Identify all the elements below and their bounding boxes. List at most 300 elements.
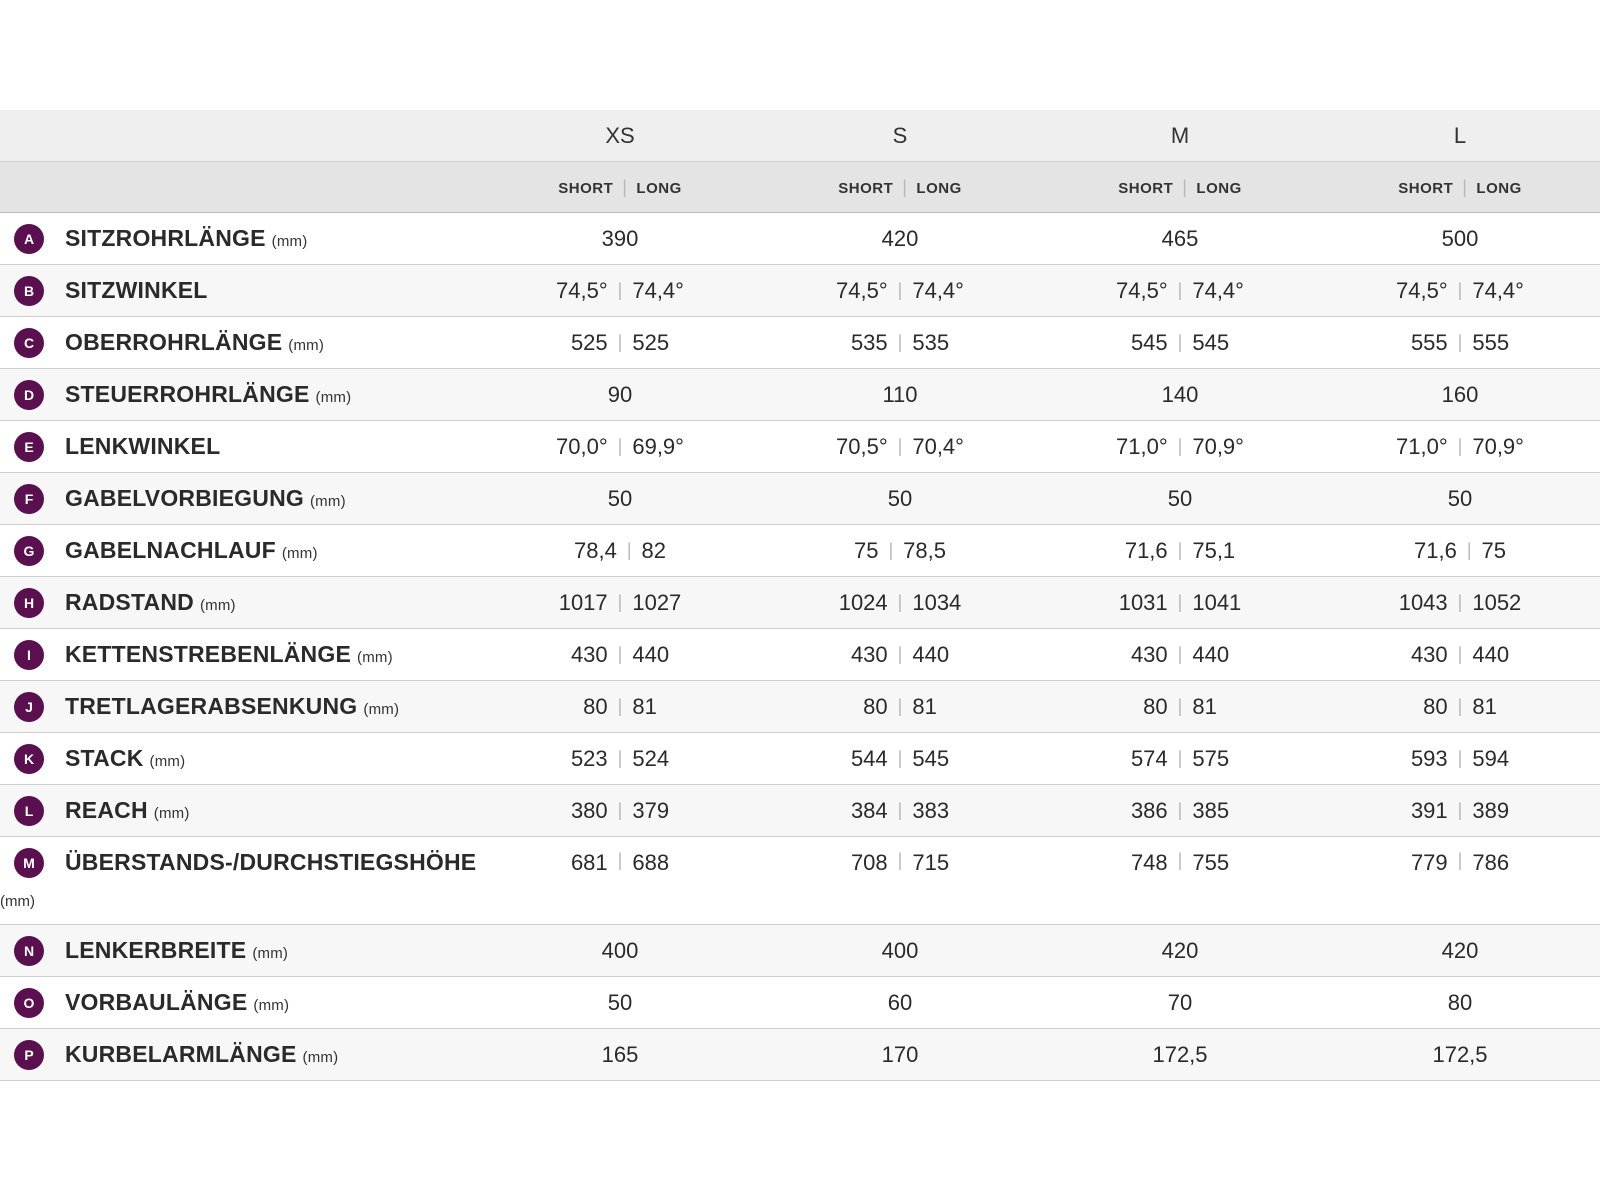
table-row	[0, 733, 1600, 785]
value: 60	[887, 989, 913, 1015]
value: 420	[881, 225, 919, 251]
value-cell-xs	[480, 473, 760, 524]
value-cell-l	[1320, 785, 1600, 836]
value-cell-l	[1320, 577, 1600, 628]
separator: |	[1177, 280, 1183, 300]
size-label: S	[892, 122, 908, 148]
row-label-text: GABELNACHLAUF	[65, 537, 276, 563]
table-row	[0, 977, 1600, 1029]
short-value: 71,6	[1124, 537, 1168, 563]
separator: |	[1177, 696, 1183, 716]
separator: |	[1457, 280, 1463, 300]
unit-label: (mm)	[271, 233, 308, 250]
value-cell-m	[1040, 785, 1320, 836]
value: 400	[881, 937, 919, 963]
value-cell-l	[1320, 473, 1600, 524]
long-label: LONG	[636, 179, 682, 197]
row-label-text: ÜBERSTANDS-/DURCHSTIEGSHÖHE	[65, 849, 477, 875]
unit-label: (mm)	[281, 545, 318, 562]
value-cell-xs	[480, 837, 760, 924]
short-label: SHORT	[1118, 179, 1174, 197]
value-cell-xs	[480, 1029, 760, 1080]
value-cell-l	[1320, 681, 1600, 732]
long-value: 74,4°	[632, 277, 684, 303]
row-label-cell	[0, 629, 480, 680]
value-cell-m	[1040, 837, 1320, 924]
long-value: 69,9°	[632, 433, 684, 459]
row-label-cell	[0, 837, 480, 924]
short-value: 430	[570, 641, 608, 667]
value-cell-l	[1320, 1029, 1600, 1080]
separator: |	[897, 280, 903, 300]
unit-label: (mm)	[253, 997, 290, 1014]
long-value: 379	[632, 797, 670, 823]
value-cell-m	[1040, 577, 1320, 628]
short-value: 708	[850, 850, 888, 875]
table-row	[0, 525, 1600, 577]
row-label-cell	[0, 525, 480, 576]
table-row	[0, 317, 1600, 369]
value: 50	[1447, 485, 1473, 511]
unit-label: (mm)	[153, 805, 190, 822]
value-cell-s	[760, 577, 1040, 628]
short-value: 1024	[838, 589, 888, 615]
row-label-cell	[0, 421, 480, 472]
short-value: 70,0°	[556, 433, 608, 459]
row-label	[65, 989, 289, 1016]
separator: |	[1457, 644, 1463, 664]
row-label	[65, 693, 399, 720]
short-value: 386	[1130, 797, 1168, 823]
short-value: 70,5°	[836, 433, 888, 459]
long-value: 389	[1472, 797, 1510, 823]
row-label-cell	[0, 265, 480, 316]
long-value: 786	[1472, 850, 1510, 875]
size-label: XS	[605, 122, 635, 148]
value-cell-l	[1320, 421, 1600, 472]
separator: |	[897, 332, 903, 352]
table-row	[0, 421, 1600, 473]
value-cell-xs	[480, 265, 760, 316]
short-value: 574	[1130, 745, 1168, 771]
value-cell-xs	[480, 925, 760, 976]
letter-badge: N	[14, 936, 44, 966]
row-label	[65, 381, 351, 408]
long-value: 535	[912, 329, 950, 355]
row-label-cell	[0, 785, 480, 836]
value-cell-l	[1320, 629, 1600, 680]
long-value: 1041	[1192, 589, 1242, 615]
long-value: 440	[1472, 641, 1510, 667]
long-value: 70,9°	[1472, 433, 1524, 459]
short-value: 1043	[1398, 589, 1448, 615]
row-label-cell	[0, 317, 480, 368]
value: 390	[601, 225, 639, 251]
short-value: 80	[1423, 693, 1448, 719]
value: 50	[887, 485, 913, 511]
row-label-cell	[0, 925, 480, 976]
value-cell-l	[1320, 525, 1600, 576]
value-cell-m	[1040, 733, 1320, 784]
short-value: 545	[1130, 329, 1168, 355]
separator: |	[1177, 644, 1183, 664]
separator: |	[1457, 696, 1463, 716]
letter-badge: E	[14, 432, 44, 462]
separator: |	[1177, 800, 1183, 820]
table-row	[0, 213, 1600, 265]
value: 172,5	[1152, 1041, 1208, 1067]
separator: |	[617, 332, 623, 352]
separator: |	[1177, 592, 1183, 612]
short-label: SHORT	[558, 179, 614, 197]
short-label: SHORT	[1398, 179, 1454, 197]
value-cell-xs	[480, 369, 760, 420]
value-cell-xs	[480, 733, 760, 784]
value-cell-s	[760, 837, 1040, 924]
value: 400	[601, 937, 639, 963]
row-label	[65, 745, 185, 772]
long-value: 81	[912, 693, 937, 719]
letter-badge: B	[14, 276, 44, 306]
separator: |	[1466, 540, 1472, 560]
row-label	[65, 277, 208, 304]
value-cell-m	[1040, 265, 1320, 316]
value-cell-l	[1320, 213, 1600, 264]
value-cell-s	[760, 785, 1040, 836]
table-row	[0, 925, 1600, 977]
separator: |	[897, 850, 903, 870]
short-value: 75	[854, 537, 879, 563]
row-label-text: OBERROHRLÄNGE	[65, 329, 283, 355]
separator: |	[617, 696, 623, 716]
row-label	[65, 433, 220, 460]
short-value: 74,5°	[836, 277, 888, 303]
separator: |	[1177, 332, 1183, 352]
long-value: 74,4°	[1472, 277, 1524, 303]
separator: |	[1457, 332, 1463, 352]
letter-badge: J	[14, 692, 44, 722]
row-label-text: STEUERROHRLÄNGE	[65, 381, 310, 407]
short-value: 430	[850, 641, 888, 667]
separator: |	[622, 176, 628, 197]
short-value: 430	[1130, 641, 1168, 667]
separator: |	[1457, 748, 1463, 768]
value: 50	[607, 485, 633, 511]
value-cell-s	[760, 369, 1040, 420]
long-value: 555	[1472, 329, 1510, 355]
short-value: 748	[1130, 850, 1168, 875]
long-value: 78,5	[903, 537, 946, 563]
value-cell-xs	[480, 977, 760, 1028]
separator: |	[902, 176, 908, 197]
table-row	[0, 1029, 1600, 1081]
long-value: 81	[632, 693, 657, 719]
value: 50	[607, 989, 633, 1015]
separator: |	[617, 644, 623, 664]
letter-badge: I	[14, 640, 44, 670]
short-value: 71,6	[1414, 537, 1457, 563]
long-value: 594	[1472, 745, 1510, 771]
long-value: 440	[912, 641, 950, 667]
value: 50	[1167, 485, 1193, 511]
row-label	[65, 537, 318, 564]
long-value: 440	[632, 641, 670, 667]
row-label-cell	[0, 369, 480, 420]
size-label: L	[1453, 122, 1467, 148]
separator: |	[897, 696, 903, 716]
row-label-cell	[0, 977, 480, 1028]
row-label-text: REACH	[65, 797, 148, 823]
value-cell-m	[1040, 1029, 1320, 1080]
long-value: 70,9°	[1192, 433, 1244, 459]
separator: |	[617, 748, 623, 768]
size-header-l	[1320, 110, 1600, 161]
letter-badge: L	[14, 796, 44, 826]
sub-header-l	[1320, 162, 1600, 212]
value-cell-s	[760, 733, 1040, 784]
value-cell-s	[760, 213, 1040, 264]
value-cell-xs	[480, 681, 760, 732]
value-cell-s	[760, 525, 1040, 576]
long-value: 545	[1192, 329, 1230, 355]
value-cell-m	[1040, 629, 1320, 680]
table-row	[0, 837, 1600, 925]
size-header-m	[1040, 110, 1320, 161]
unit-label: (mm)	[0, 893, 35, 910]
short-value: 380	[570, 797, 608, 823]
value-cell-l	[1320, 977, 1600, 1028]
row-label	[65, 589, 236, 616]
letter-badge: O	[14, 988, 44, 1018]
short-value: 544	[850, 745, 888, 771]
row-label-text: GABELVORBIEGUNG	[65, 485, 304, 511]
letter-badge: M	[14, 848, 44, 878]
value-cell-s	[760, 629, 1040, 680]
letter-badge: D	[14, 380, 44, 410]
separator: |	[897, 644, 903, 664]
sub-header-m	[1040, 162, 1320, 212]
separator: |	[617, 800, 623, 820]
value: 110	[882, 381, 918, 407]
value-cell-m	[1040, 925, 1320, 976]
row-label-cell	[0, 681, 480, 732]
long-value: 82	[641, 537, 666, 563]
short-value: 681	[570, 850, 608, 875]
long-value: 575	[1192, 745, 1230, 771]
value-cell-l	[1320, 317, 1600, 368]
short-value: 555	[1410, 329, 1448, 355]
long-label: LONG	[916, 179, 962, 197]
geometry-table	[0, 110, 1600, 1081]
letter-badge: P	[14, 1040, 44, 1070]
short-value: 80	[583, 693, 608, 719]
size-header-spacer	[0, 110, 480, 161]
value-cell-s	[760, 265, 1040, 316]
separator: |	[617, 592, 623, 612]
table-row	[0, 785, 1600, 837]
separator: |	[617, 280, 623, 300]
sub-header-xs	[480, 162, 760, 212]
separator: |	[1457, 436, 1463, 456]
row-label-cell	[0, 473, 480, 524]
short-value: 525	[570, 329, 608, 355]
value-cell-s	[760, 977, 1040, 1028]
separator: |	[1457, 800, 1463, 820]
row-label	[65, 485, 346, 512]
separator: |	[1177, 540, 1183, 560]
row-label	[65, 641, 393, 668]
value: 140	[1161, 381, 1199, 407]
letter-badge: G	[14, 536, 44, 566]
value-cell-s	[760, 473, 1040, 524]
value: 170	[881, 1041, 919, 1067]
short-value: 74,5°	[1396, 277, 1448, 303]
unit-label: (mm)	[363, 701, 400, 718]
unit-label: (mm)	[199, 597, 236, 614]
value: 160	[1441, 381, 1479, 407]
short-value: 384	[850, 797, 888, 823]
short-value: 430	[1410, 641, 1448, 667]
sub-header-s	[760, 162, 1040, 212]
short-value: 593	[1410, 745, 1448, 771]
table-row	[0, 577, 1600, 629]
row-label	[65, 937, 288, 964]
row-label-cell	[0, 1029, 480, 1080]
short-value: 80	[863, 693, 888, 719]
long-value: 81	[1472, 693, 1497, 719]
geometry-rows	[0, 213, 1600, 1081]
value: 420	[1161, 937, 1199, 963]
row-label	[65, 225, 307, 252]
value-cell-m	[1040, 421, 1320, 472]
short-value: 523	[570, 745, 608, 771]
value-cell-s	[760, 925, 1040, 976]
row-label-text: VORBAULÄNGE	[65, 989, 248, 1015]
value-cell-xs	[480, 629, 760, 680]
separator: |	[897, 748, 903, 768]
long-value: 688	[632, 850, 670, 875]
value-cell-s	[760, 317, 1040, 368]
long-value: 383	[912, 797, 950, 823]
long-value: 440	[1192, 641, 1230, 667]
long-value: 1034	[912, 589, 962, 615]
unit-label: (mm)	[288, 337, 325, 354]
value-cell-xs	[480, 525, 760, 576]
value: 500	[1441, 225, 1479, 251]
long-value: 385	[1192, 797, 1230, 823]
table-row	[0, 681, 1600, 733]
separator: |	[1177, 748, 1183, 768]
letter-badge: K	[14, 744, 44, 774]
short-value: 71,0°	[1116, 433, 1168, 459]
row-label	[65, 849, 476, 876]
short-value: 71,0°	[1396, 433, 1448, 459]
value-cell-l	[1320, 733, 1600, 784]
value-cell-s	[760, 1029, 1040, 1080]
row-label-text: RADSTAND	[65, 589, 194, 615]
value-cell-xs	[480, 317, 760, 368]
letter-badge: F	[14, 484, 44, 514]
separator: |	[1177, 850, 1183, 870]
value: 172,5	[1432, 1041, 1488, 1067]
size-header-s	[760, 110, 1040, 161]
long-value: 70,4°	[912, 433, 964, 459]
value-cell-m	[1040, 473, 1320, 524]
long-value: 545	[912, 745, 950, 771]
unit-label: (mm)	[252, 945, 289, 962]
short-long-label	[1118, 177, 1242, 198]
separator: |	[1462, 176, 1468, 197]
value: 80	[1447, 989, 1473, 1015]
short-long-header-row	[0, 162, 1600, 213]
size-label: M	[1170, 122, 1190, 148]
unit-label: (mm)	[357, 649, 393, 666]
table-row	[0, 629, 1600, 681]
row-label-cell	[0, 733, 480, 784]
size-header-row	[0, 110, 1600, 162]
value-cell-l	[1320, 925, 1600, 976]
separator: |	[897, 592, 903, 612]
value-cell-m	[1040, 317, 1320, 368]
value-cell-l	[1320, 265, 1600, 316]
row-label-text: STACK	[65, 745, 144, 771]
separator: |	[897, 800, 903, 820]
separator: |	[1177, 436, 1183, 456]
value: 465	[1161, 225, 1199, 251]
long-value: 1027	[632, 589, 682, 615]
value-cell-s	[760, 681, 1040, 732]
row-label-text: TRETLAGERABSENKUNG	[65, 693, 358, 719]
short-value: 74,5°	[1116, 277, 1168, 303]
short-value: 535	[850, 329, 888, 355]
short-value: 74,5°	[556, 277, 608, 303]
long-value: 525	[632, 329, 670, 355]
long-value: 74,4°	[1192, 277, 1244, 303]
short-value: 1031	[1118, 589, 1168, 615]
row-label-cell	[0, 577, 480, 628]
long-value: 75	[1481, 537, 1506, 563]
value-cell-xs	[480, 785, 760, 836]
long-value: 74,4°	[912, 277, 964, 303]
separator: |	[617, 850, 623, 870]
long-value: 715	[912, 850, 950, 875]
unit-label: (mm)	[315, 389, 352, 406]
value-cell-l	[1320, 837, 1600, 924]
table-row	[0, 369, 1600, 421]
row-label-text: SITZROHRLÄNGE	[65, 225, 266, 251]
long-value: 755	[1192, 850, 1230, 875]
value-cell-xs	[480, 213, 760, 264]
letter-badge: H	[14, 588, 44, 618]
row-label-text: KETTENSTREBENLÄNGE	[65, 641, 352, 667]
unit-label: (mm)	[302, 1049, 339, 1066]
short-value: 391	[1410, 797, 1448, 823]
short-value: 1017	[558, 589, 608, 615]
short-label: SHORT	[838, 179, 894, 197]
short-long-label	[838, 177, 962, 198]
value: 90	[607, 381, 633, 407]
long-value: 1052	[1472, 589, 1522, 615]
value-cell-xs	[480, 421, 760, 472]
short-value: 80	[1143, 693, 1168, 719]
separator: |	[888, 540, 894, 560]
letter-badge: A	[14, 224, 44, 254]
row-label-text: SITZWINKEL	[65, 277, 208, 303]
value-cell-m	[1040, 369, 1320, 420]
sub-header-spacer	[0, 162, 480, 212]
long-label: LONG	[1476, 179, 1522, 197]
value-cell-m	[1040, 213, 1320, 264]
